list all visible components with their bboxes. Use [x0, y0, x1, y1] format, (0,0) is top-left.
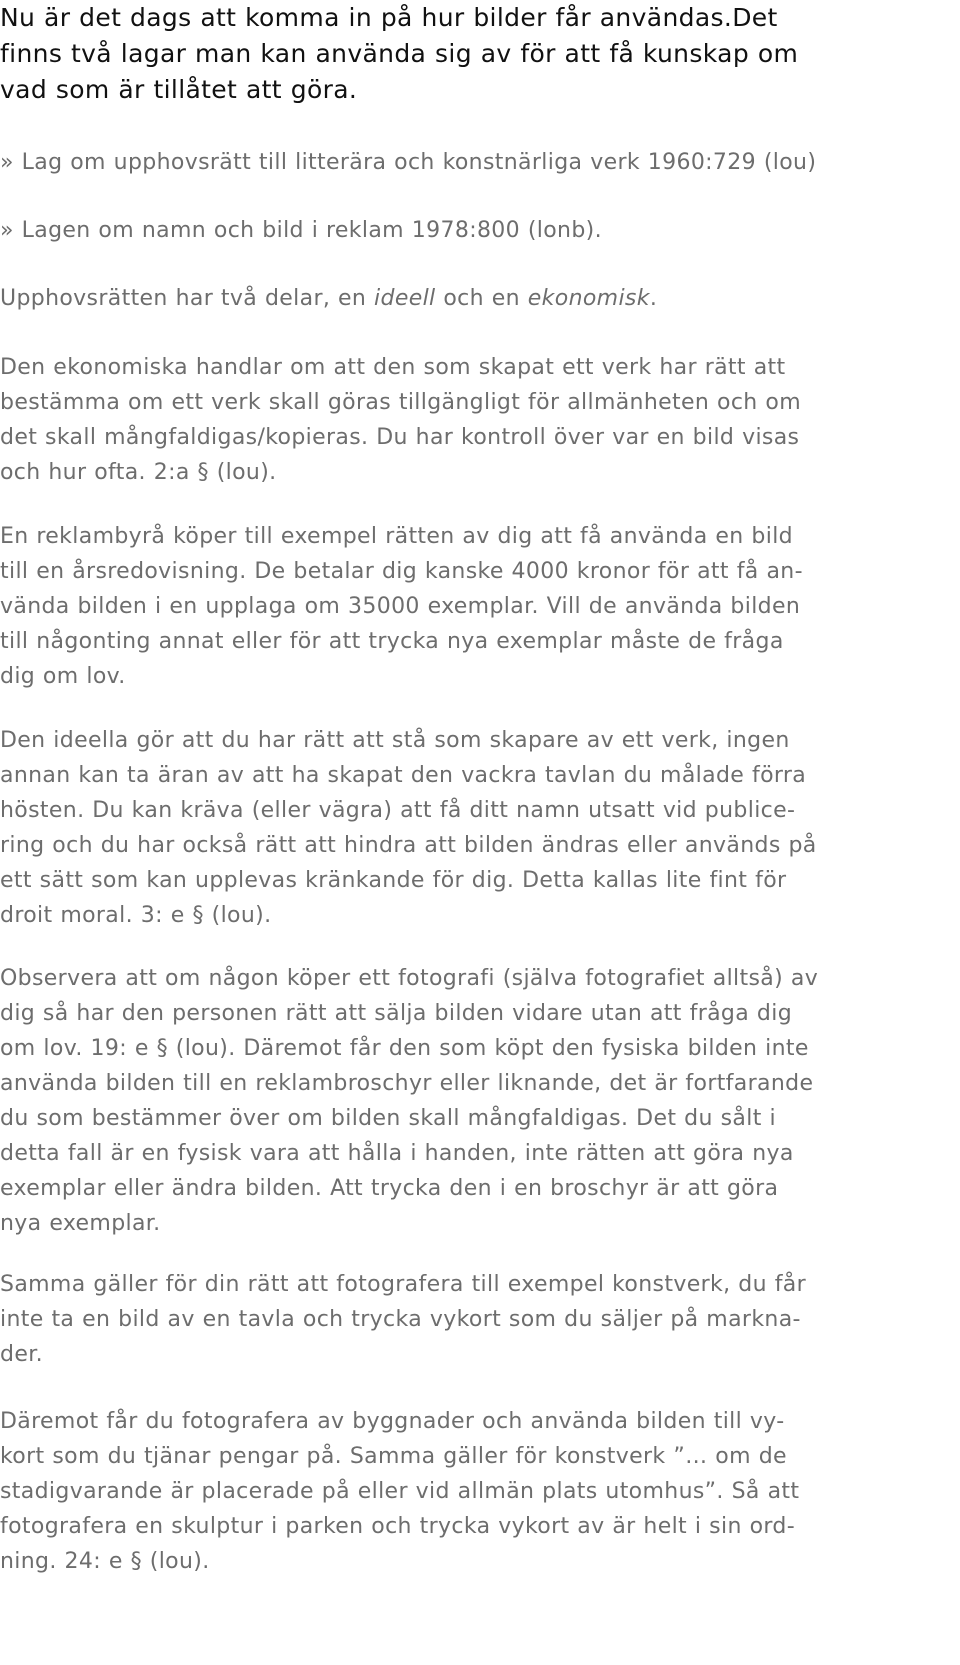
paragraph-line: detta fall är en fysisk vara att hålla i handen, inte rätten att göra nya	[0, 1141, 794, 1166]
paragraph-line: Däremot får du fotografera av byggnader och använda bilden till vy-	[0, 1409, 785, 1434]
copyright-parts-suffix: .	[649, 286, 658, 311]
paragraph-line: och hur ofta. 2:a § (lou).	[0, 460, 277, 485]
paragraph-line: ett sätt som kan upplevas kränkande för dig. Detta kallas lite fint för	[0, 868, 787, 893]
paragraph-line: om lov. 19: e § (lou). Däremot får den som köpt den fysiska bilden inte	[0, 1036, 809, 1061]
paragraph-line: använda bilden till en reklambroschyr eller liknande, det är fortfarande	[0, 1071, 814, 1096]
intro-line: finns två lagar man kan använda sig av för att få kunskap om	[0, 39, 799, 68]
buildings-paragraph	[0, 1404, 799, 1579]
paragraph-line: ring och du har också rätt att hindra att bilden ändras eller används på	[0, 833, 817, 858]
paragraph-line: exemplar eller ändra bilden. Att trycka den i en broschyr är att göra	[0, 1176, 779, 1201]
intro-paragraph	[0, 0, 798, 108]
paragraph-line: det skall mångfaldigas/kopieras. Du har kontroll över var en bild visas	[0, 425, 800, 450]
paragraph-line: kort som du tjänar pengar på. Samma gäller för konstverk ”… om de	[0, 1444, 787, 1469]
paragraph-line: stadigvarande är placerade på eller vid allmän plats utomhus”. Så att	[0, 1479, 800, 1504]
economic-rights-paragraph	[0, 350, 801, 490]
intro-line: vad som är tillåtet att göra.	[0, 75, 358, 104]
paragraph-line: En reklambyrå köper till exempel rätten av dig att få använda en bild	[0, 524, 793, 549]
paragraph-line: fotografera en skulptur i parken och trycka vykort av är helt i sin ord-	[0, 1514, 796, 1539]
ideal-rights-paragraph	[0, 723, 817, 933]
law-item-label: » Lag om upphovsrätt till litterära och konstnärliga verk 1960:729 (lou)	[0, 150, 817, 175]
paragraph-line: annan kan ta äran av att ha skapat den vackra tavlan du målade förra	[0, 763, 807, 788]
law-item-label: » Lagen om namn och bild i reklam 1978:800 (lonb).	[0, 218, 602, 243]
law-item-lou	[0, 145, 816, 180]
paragraph-line: Samma gäller för din rätt att fotografera till exempel konstverk, du får	[0, 1272, 807, 1297]
paragraph-line: vända bilden i en upplaga om 35000 exemplar. Vill de använda bilden	[0, 594, 801, 619]
photo-sale-paragraph	[0, 961, 818, 1241]
paragraph-line: till en årsredovisning. De betalar dig kanske 4000 kronor för att få an-	[0, 559, 803, 584]
paragraph-line: Den ideella gör att du har rätt att stå som skapare av ett verk, ingen	[0, 728, 790, 753]
paragraph-line: inte ta en bild av en tavla och trycka vykort som du säljer på markna-	[0, 1307, 801, 1332]
paragraph-line: du som bestämmer över om bilden skall mångfaldigas. Det du sålt i	[0, 1106, 776, 1131]
paragraph-line: nya exemplar.	[0, 1211, 161, 1236]
paragraph-line: der.	[0, 1342, 43, 1367]
copyright-parts-middle: och en	[435, 286, 528, 311]
ideal-term: ideell	[374, 286, 436, 311]
paragraph-line: dig om lov.	[0, 664, 126, 689]
paragraph-line: droit moral. 3: e § (lou).	[0, 903, 272, 928]
paragraph-line: ning. 24: e § (lou).	[0, 1549, 210, 1574]
copyright-parts-paragraph	[0, 281, 657, 316]
paragraph-line: Den ekonomiska handlar om att den som skapat ett verk har rätt att	[0, 355, 786, 380]
paragraph-line: dig så har den personen rätt att sälja bilden vidare utan att fråga dig	[0, 1001, 793, 1026]
paragraph-line: till någonting annat eller för att trycka nya exemplar måste de fråga	[0, 629, 784, 654]
paragraph-line: bestämma om ett verk skall göras tillgängligt för allmänheten och om	[0, 390, 802, 415]
economic-term: ekonomisk	[527, 286, 650, 311]
law-item-lonb	[0, 213, 602, 248]
paragraph-line: Observera att om någon köper ett fotografi (själva fotografiet alltså) av	[0, 966, 819, 991]
copyright-parts-line	[0, 281, 657, 316]
paragraph-line: hösten. Du kan kräva (eller vägra) att få ditt namn utsatt vid publice-	[0, 798, 796, 823]
artworks-paragraph	[0, 1267, 806, 1372]
intro-line: Nu är det dags att komma in på hur bilder får användas.Det	[0, 3, 778, 32]
agency-example-paragraph	[0, 519, 803, 694]
copyright-parts-prefix: Upphovsrätten har två delar, en	[0, 286, 375, 311]
